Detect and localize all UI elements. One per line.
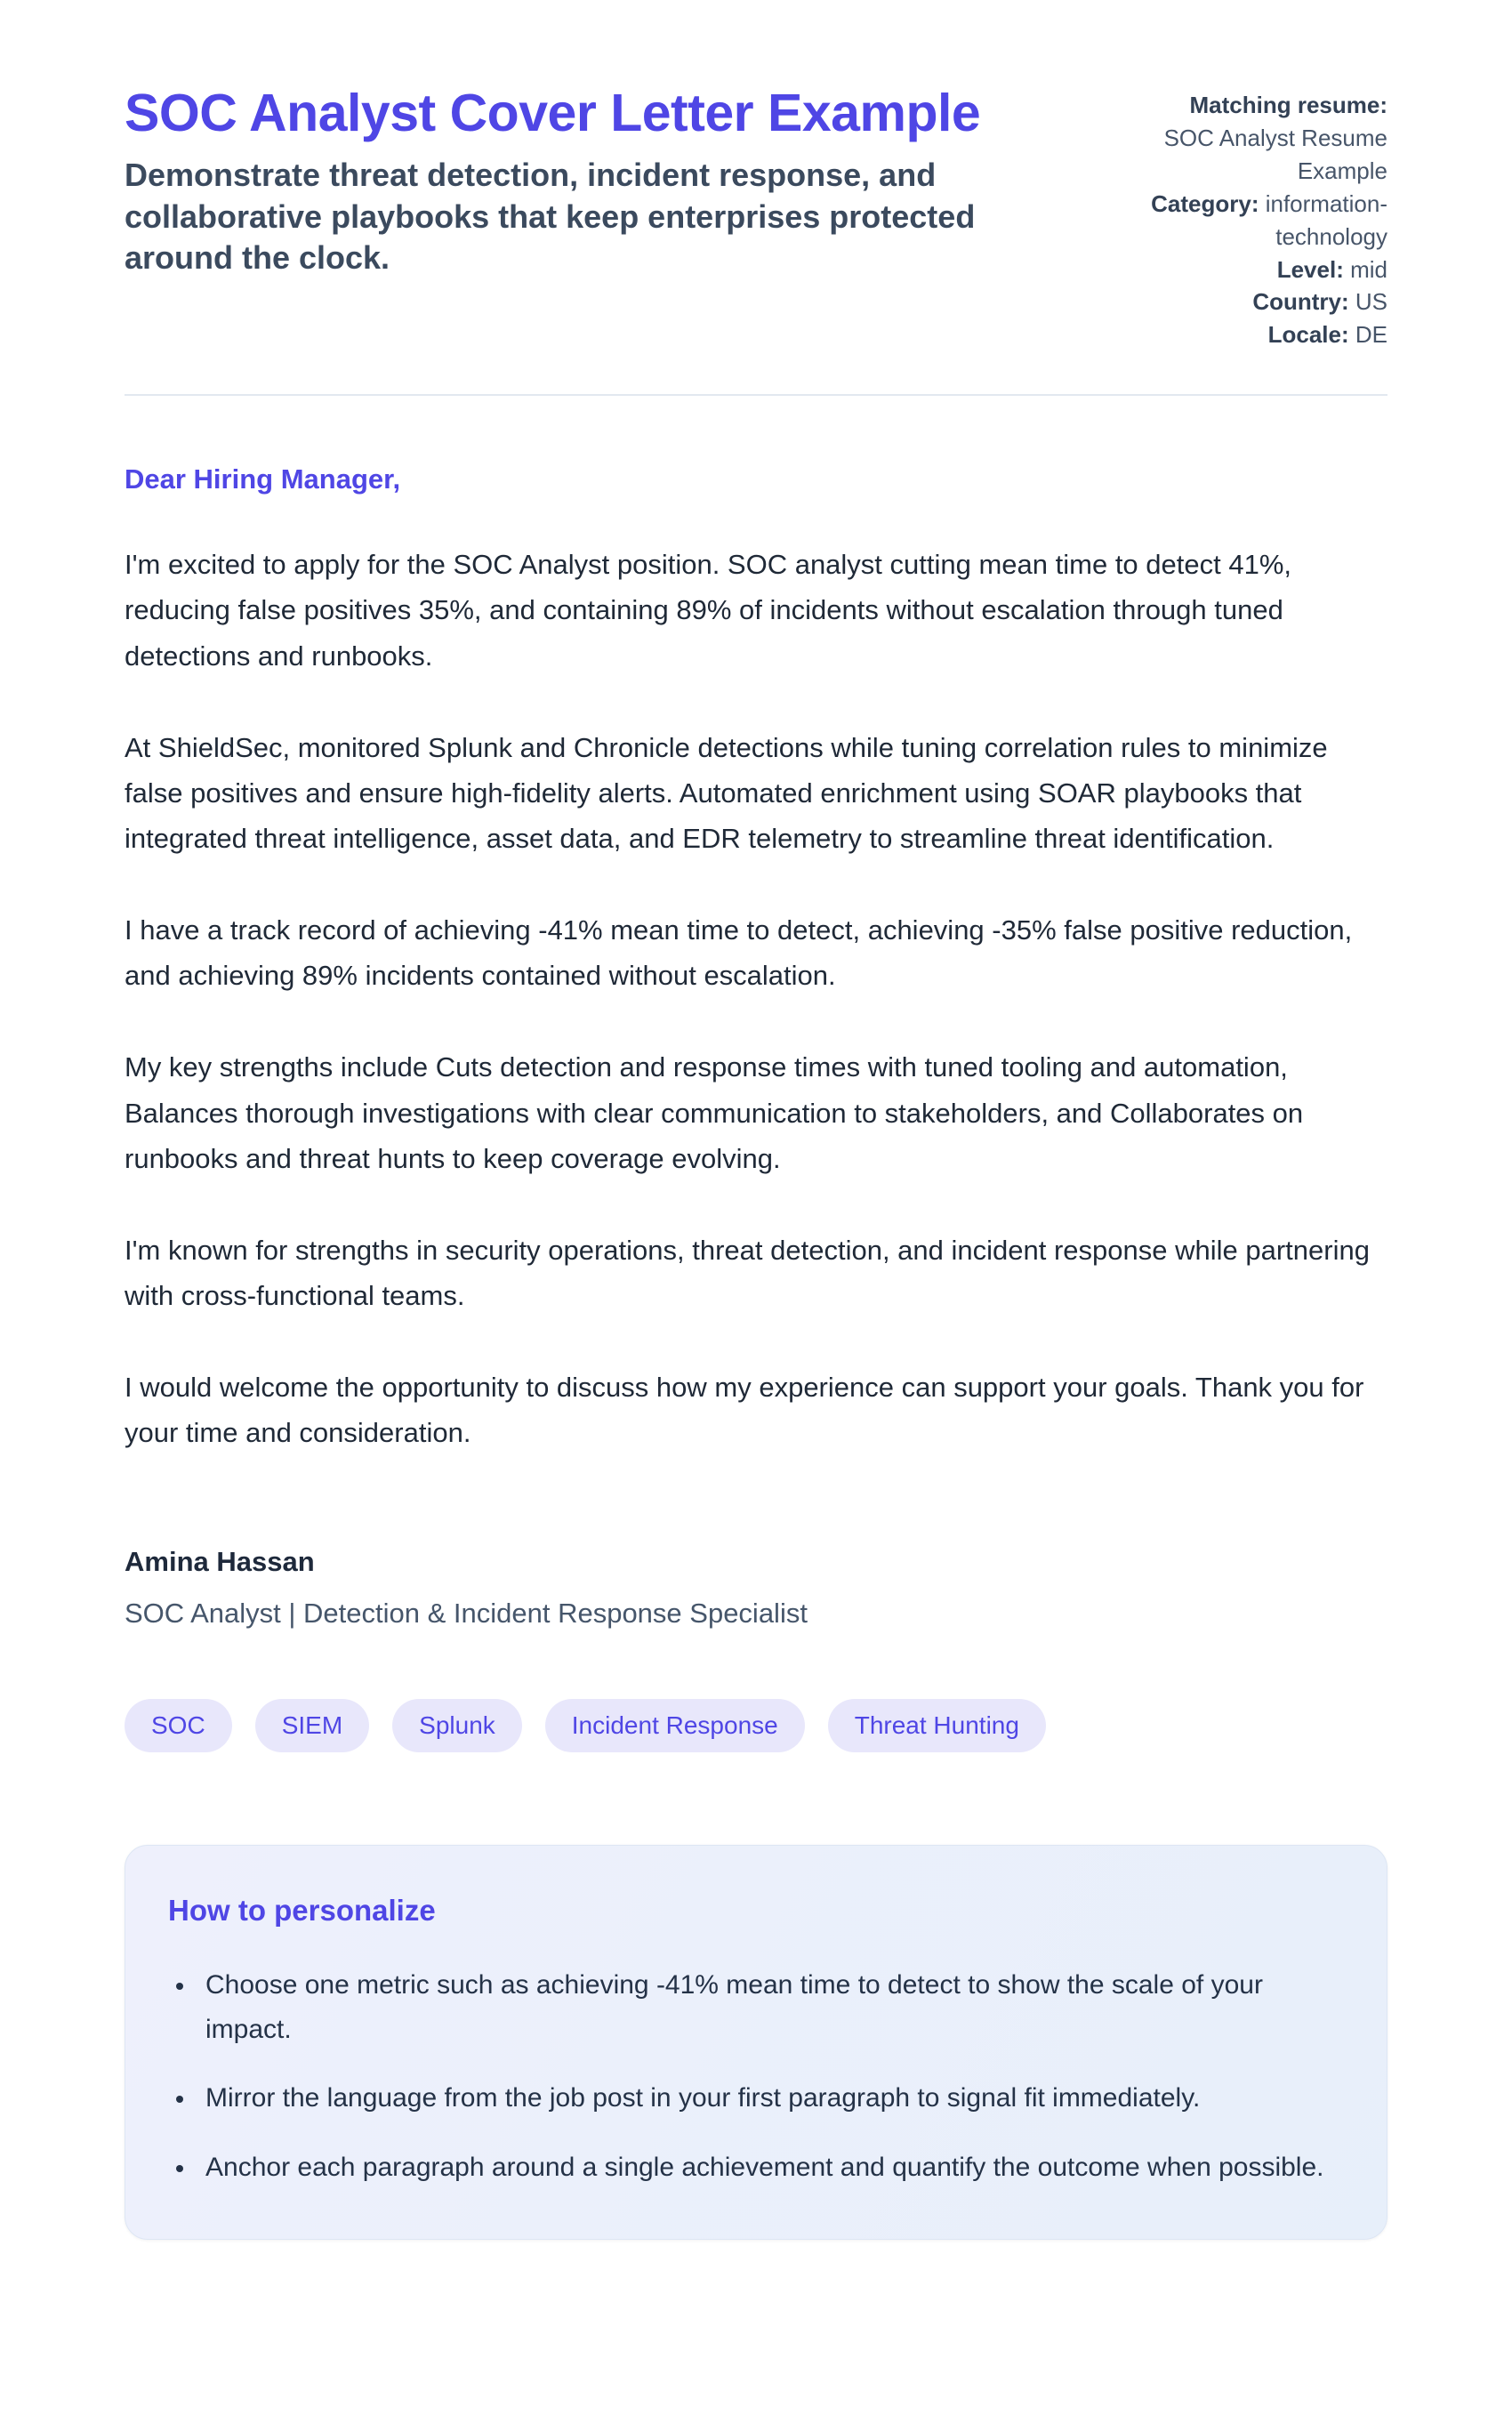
page-header	[125, 85, 1387, 351]
personalize-bullet-3: • Anchor each paragraph around a single achievement and quantify the outcome when possible.	[197, 2145, 1344, 2190]
signature-role: SOC Analyst | Detection & Incident Response Specialist	[125, 1598, 808, 1630]
page-subtitle: Demonstrate threat detection, incident response, and collaborative playbooks that keep enterprises protected around the clock.	[125, 156, 976, 277]
personalize-bullet-1: • Choose one metric such as achieving -41% mean time to detect to show the scale of your impact.	[197, 1963, 1344, 2051]
personalize-heading: How to personalize	[168, 1894, 436, 1928]
meta-category-value: information-technology	[1265, 189, 1387, 250]
meta-matching-resume	[1134, 89, 1387, 188]
meta-locale	[1134, 318, 1387, 351]
letter-paragraph-6: I would welcome the opportunity to discuss how my experience can support your goals. Thank you for your time and consideration.	[125, 1372, 1364, 1449]
resume-meta-panel	[1134, 85, 1387, 351]
personalize-bullet-list	[168, 1963, 1344, 2189]
tag-siem[interactable]: SIEM	[255, 1699, 369, 1752]
tag-soc[interactable]: SOC	[125, 1699, 232, 1752]
letter-paragraph-5: I'm known for strengths in security operations, threat detection, and incident response while partnering with cross-functional teams.	[125, 1234, 1370, 1311]
meta-level	[1134, 254, 1387, 286]
tag-list	[125, 1699, 1387, 1752]
meta-country	[1134, 286, 1387, 318]
meta-level-label: Level:	[1276, 255, 1344, 283]
salutation: Dear Hiring Manager,	[125, 463, 401, 495]
meta-country-value: US	[1355, 288, 1387, 316]
letter-paragraph-4: My key strengths include Cuts detection and response times with tuned tooling and automation, Balances thorough investigations with clear communication to stakeholders, and Collaborates on runbooks and threat hunts to keep coverage evolving.	[125, 1051, 1304, 1174]
signature-name: Amina Hassan	[125, 1546, 315, 1578]
letter-paragraph-1: I'm excited to apply for the SOC Analyst position. SOC analyst cutting mean time to detect 41%, reducing false positives 35%, and containing 89% of incidents without escalation through tuned detections and runbooks.	[125, 549, 1292, 672]
letter-paragraph-2: At ShieldSec, monitored Splunk and Chronicle detections while tuning correlation rules to minimize false positives and ensure high-fidelity alerts. Automated enrichment using SOAR playbooks that integrated threat intelligence, asset data, and EDR telemetry to streamline threat identification.	[125, 731, 1328, 854]
header-divider	[125, 394, 1387, 396]
header-title-block	[125, 85, 1134, 279]
cover-letter-body	[125, 463, 1387, 1630]
personalize-box	[125, 1845, 1387, 2240]
meta-category-label: Category:	[1151, 189, 1259, 217]
page-title: SOC Analyst Cover Letter Example	[125, 84, 981, 142]
meta-matching-resume-value: SOC Analyst Resume Example	[1163, 124, 1387, 184]
tag-incident-response[interactable]: Incident Response	[545, 1699, 805, 1752]
tag-threat-hunting[interactable]: Threat Hunting	[828, 1699, 1046, 1752]
meta-level-value: mid	[1350, 255, 1387, 283]
meta-country-label: Country:	[1252, 288, 1349, 316]
personalize-bullet-2: • Mirror the language from the job post in your first paragraph to signal fit immediately.	[197, 2076, 1344, 2121]
letter-paragraph-3: I have a track record of achieving -41% mean time to detect, achieving -35% false positive reduction, and achieving 89% incidents contained without escalation.	[125, 914, 1353, 992]
meta-locale-value: DE	[1355, 321, 1387, 349]
meta-matching-resume-label: Matching resume:	[1189, 92, 1387, 118]
meta-category	[1134, 188, 1387, 254]
meta-locale-label: Locale:	[1267, 321, 1349, 349]
tag-splunk[interactable]: Splunk	[392, 1699, 522, 1752]
